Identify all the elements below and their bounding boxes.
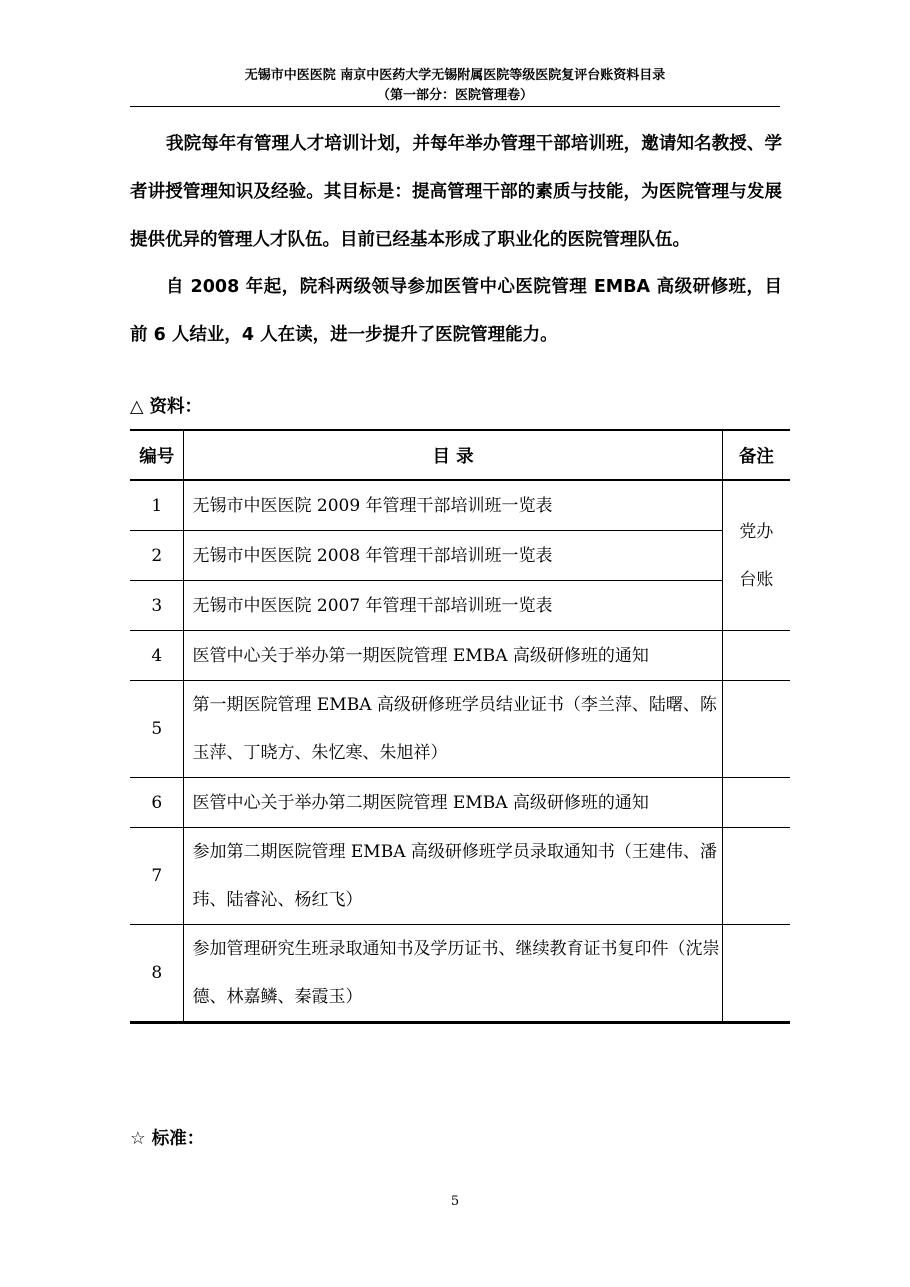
header-subtitle: （第一部分：医院管理卷） <box>376 88 533 103</box>
row-num: 6 <box>130 778 184 828</box>
table-row <box>130 828 790 925</box>
row-text: 参加第二期医院管理 EMBA 高级研修班学员录取通知书（王建伟、潘玮、陆睿沁、杨红飞） <box>184 828 722 925</box>
row-note <box>722 778 790 828</box>
table-row <box>130 531 790 581</box>
row-note <box>722 480 790 631</box>
table-row <box>130 581 790 631</box>
materials-heading <box>130 395 202 419</box>
row-num: 2 <box>130 531 184 581</box>
star-icon: ☆ <box>130 1129 146 1149</box>
table-row <box>130 925 790 1023</box>
header-note: 备注 <box>722 430 790 480</box>
header-catalog: 目 录 <box>184 430 722 480</box>
row-num: 5 <box>130 681 184 778</box>
paragraph-training-plan: 我院每年有管理人才培训计划，并每年举办管理干部培训班，邀请知名教授、学者讲授管理知识及经验。其目标是：提高管理干部的素质与技能，为医院管理与发展提供优异的管理人才队伍。目前已经基本形成了职业化的医院管理队伍。 <box>130 134 782 250</box>
header-title: 无锡市中医医院 南京中医药大学无锡附属医院等级医院复评台账资料目录 <box>244 68 666 83</box>
row-note <box>722 925 790 1023</box>
row-text: 医管中心关于举办第一期医院管理 EMBA 高级研修班的通知 <box>184 631 722 681</box>
row-note <box>722 681 790 778</box>
table-row <box>130 631 790 681</box>
row-num: 8 <box>130 925 184 1023</box>
standard-heading-text: 标准： <box>151 1129 205 1149</box>
table-header-row <box>130 430 790 480</box>
document-header <box>130 66 780 106</box>
row-text: 无锡市中医医院 2009 年管理干部培训班一览表 <box>184 480 722 531</box>
table-row <box>130 681 790 778</box>
row-num: 4 <box>130 631 184 681</box>
standard-heading <box>130 1127 204 1151</box>
row-num: 3 <box>130 581 184 631</box>
header-num: 编号 <box>130 430 184 480</box>
triangle-icon: △ <box>130 397 144 417</box>
paragraph-emba: 自 2008 年起，院科两级领导参加医管中心医院管理 EMBA 高级研修班，目前 6 人结业，4 人在读，进一步提升了医院管理能力。 <box>130 277 782 345</box>
row-num: 7 <box>130 828 184 925</box>
materials-table <box>130 429 790 1024</box>
row-text: 第一期医院管理 EMBA 高级研修班学员结业证书（李兰萍、陆曙、陈玉萍、丁晓方、朱忆寒、朱旭祥） <box>184 681 722 778</box>
page-number: 5 <box>450 1194 460 1209</box>
row-text: 医管中心关于举办第二期医院管理 EMBA 高级研修班的通知 <box>184 778 722 828</box>
materials-heading-text: 资料： <box>149 397 202 417</box>
header-divider <box>130 106 780 107</box>
row-note <box>722 631 790 681</box>
row-text: 参加管理研究生班录取通知书及学历证书、继续教育证书复印件（沈崇德、林嘉鳞、秦霞玉） <box>184 925 722 1023</box>
row-num: 1 <box>130 480 184 531</box>
table-row <box>130 778 790 828</box>
row-text: 无锡市中医医院 2008 年管理干部培训班一览表 <box>184 531 722 581</box>
row-note <box>722 828 790 925</box>
table-row <box>130 480 790 531</box>
note-line: 台账 <box>739 569 774 590</box>
row-text: 无锡市中医医院 2007 年管理干部培训班一览表 <box>184 581 722 631</box>
note-line: 党办 <box>739 521 774 542</box>
